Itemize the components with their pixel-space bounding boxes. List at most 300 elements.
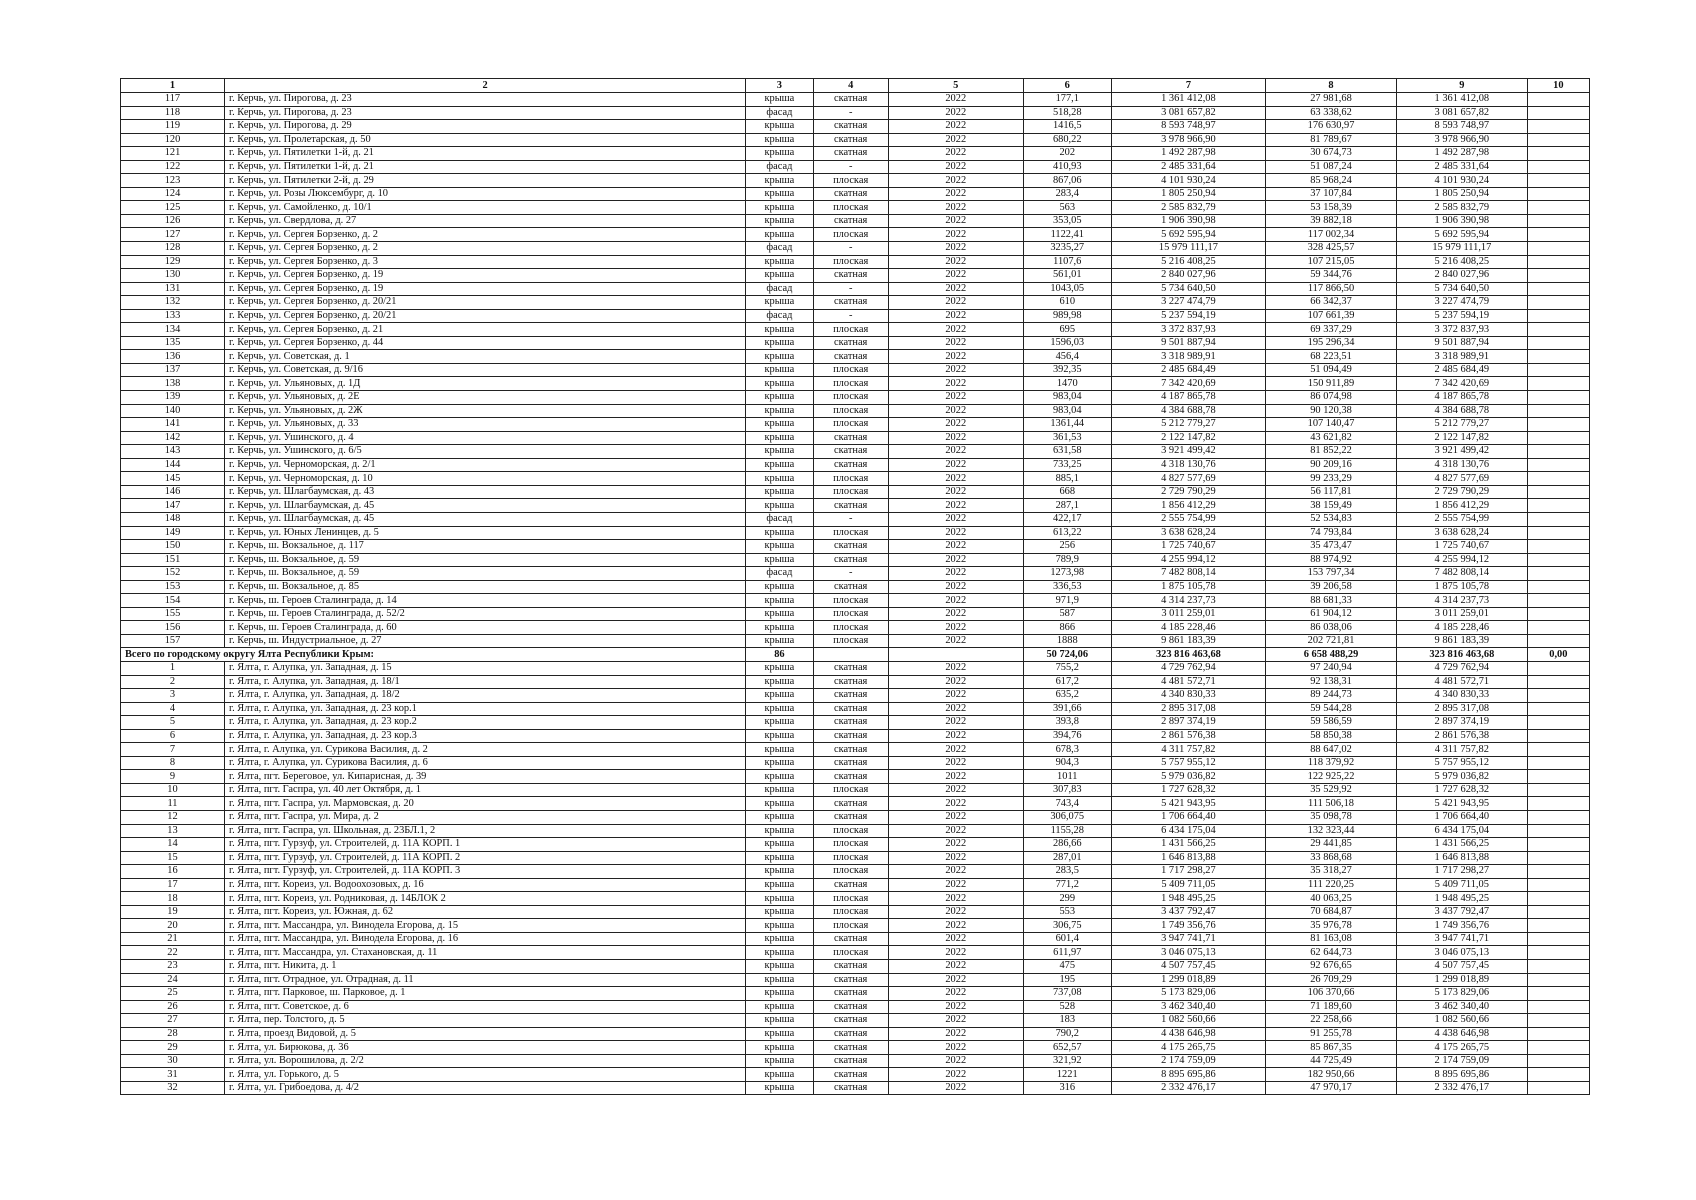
cost-col-10-cell	[1527, 418, 1589, 432]
cost-col-9-cell: 5 421 943,95	[1396, 797, 1527, 811]
row-number-cell: 151	[121, 553, 225, 567]
cost-col-10-cell	[1527, 282, 1589, 296]
area-cell: 456,4	[1023, 350, 1111, 364]
element-type-cell: крыша	[746, 377, 814, 391]
address-cell: г. Керчь, ул. Шлагбаумская, д. 45	[225, 512, 746, 526]
cost-col-9-cell: 1 805 250,94	[1396, 187, 1527, 201]
roof-type-cell: скатная	[813, 499, 888, 513]
roof-type-cell: скатная	[813, 1041, 888, 1055]
cost-col-10-cell	[1527, 919, 1589, 933]
area-cell: 989,98	[1023, 309, 1111, 323]
row-number-cell: 7	[121, 743, 225, 757]
cost-col-8-cell: 176 630,97	[1266, 120, 1397, 134]
element-type-cell: крыша	[746, 350, 814, 364]
address-cell: г. Керчь, ул. Пятилетки 1-й, д. 21	[225, 147, 746, 161]
row-number-cell: 11	[121, 797, 225, 811]
cost-col-8-cell: 81 852,22	[1266, 445, 1397, 459]
cost-col-8-cell: 30 674,73	[1266, 147, 1397, 161]
area-cell: 1155,28	[1023, 824, 1111, 838]
area-cell: 678,3	[1023, 743, 1111, 757]
area-cell: 316	[1023, 1081, 1111, 1095]
year-cell: 2022	[888, 242, 1023, 256]
roof-type-cell: скатная	[813, 770, 888, 784]
year-cell: 2022	[888, 363, 1023, 377]
area-cell: 1596,03	[1023, 336, 1111, 350]
subtotal-area: 50 724,06	[1023, 648, 1111, 662]
element-type-cell: крыша	[746, 621, 814, 635]
roof-type-cell: плоская	[813, 946, 888, 960]
subtotal-col-8: 6 658 488,29	[1266, 648, 1397, 662]
roof-type-cell: скатная	[813, 431, 888, 445]
table-row	[121, 201, 1590, 215]
element-type-cell: фасад	[746, 106, 814, 120]
cost-col-10-cell	[1527, 350, 1589, 364]
cost-col-9-cell: 1 948 495,25	[1396, 892, 1527, 906]
year-cell: 2022	[888, 106, 1023, 120]
element-type-cell: крыша	[746, 1000, 814, 1014]
cost-col-10-cell	[1527, 296, 1589, 310]
row-number-cell: 25	[121, 987, 225, 1001]
area-cell: 866	[1023, 621, 1111, 635]
cost-col-9-cell: 1 706 664,40	[1396, 810, 1527, 824]
total-cost-cell: 5 173 829,06	[1111, 987, 1265, 1001]
cost-col-9-cell: 5 757 955,12	[1396, 756, 1527, 770]
address-cell: г. Ялта, ул. Горького, д. 5	[225, 1068, 746, 1082]
cost-col-8-cell: 51 094,49	[1266, 363, 1397, 377]
element-type-cell: фасад	[746, 512, 814, 526]
year-cell: 2022	[888, 214, 1023, 228]
row-number-cell: 1	[121, 661, 225, 675]
address-cell: г. Ялта, г. Алупка, ул. Западная, д. 23 кор.1	[225, 702, 746, 716]
row-number-cell: 145	[121, 472, 225, 486]
element-type-cell: крыша	[746, 851, 814, 865]
year-cell: 2022	[888, 1068, 1023, 1082]
table-row	[121, 512, 1590, 526]
year-cell: 2022	[888, 431, 1023, 445]
cost-col-10-cell	[1527, 336, 1589, 350]
cost-col-8-cell: 69 337,29	[1266, 323, 1397, 337]
row-number-cell: 146	[121, 485, 225, 499]
total-cost-cell: 4 729 762,94	[1111, 661, 1265, 675]
cost-col-9-cell: 4 340 830,33	[1396, 689, 1527, 703]
year-cell: 2022	[888, 350, 1023, 364]
roof-type-cell: скатная	[813, 689, 888, 703]
cost-col-8-cell: 53 158,39	[1266, 201, 1397, 215]
table-row	[121, 93, 1590, 107]
table-row	[121, 1054, 1590, 1068]
total-cost-cell: 3 011 259,01	[1111, 607, 1265, 621]
table-row	[121, 499, 1590, 513]
cost-col-10-cell	[1527, 1014, 1589, 1028]
address-cell: г. Керчь, ул. Сергея Борзенко, д. 19	[225, 282, 746, 296]
table-row	[121, 824, 1590, 838]
year-cell: 2022	[888, 621, 1023, 635]
area-cell: 392,35	[1023, 363, 1111, 377]
cost-col-9-cell: 3 978 966,90	[1396, 133, 1527, 147]
table-row	[121, 458, 1590, 472]
cost-col-8-cell: 107 661,39	[1266, 309, 1397, 323]
roof-type-cell: плоская	[813, 363, 888, 377]
cost-col-8-cell: 90 120,38	[1266, 404, 1397, 418]
address-cell: г. Керчь, ул. Сергея Борзенко, д. 20/21	[225, 309, 746, 323]
year-cell: 2022	[888, 702, 1023, 716]
area-cell: 393,8	[1023, 716, 1111, 730]
roof-type-cell: скатная	[813, 987, 888, 1001]
cost-col-8-cell: 88 974,92	[1266, 553, 1397, 567]
roof-type-cell: скатная	[813, 445, 888, 459]
cost-col-10-cell	[1527, 377, 1589, 391]
row-number-cell: 140	[121, 404, 225, 418]
area-cell: 755,2	[1023, 661, 1111, 675]
cost-col-8-cell: 195 296,34	[1266, 336, 1397, 350]
address-cell: г. Керчь, ул. Сергея Борзенко, д. 20/21	[225, 296, 746, 310]
address-cell: г. Керчь, ул. Ушинского, д. 4	[225, 431, 746, 445]
cost-col-10-cell	[1527, 472, 1589, 486]
row-number-cell: 135	[121, 336, 225, 350]
address-cell: г. Ялта, пгт. Массандра, ул. Стахановская, д. 11	[225, 946, 746, 960]
cost-col-10-cell	[1527, 1054, 1589, 1068]
cost-col-8-cell: 38 159,49	[1266, 499, 1397, 513]
cost-col-9-cell: 2 122 147,82	[1396, 431, 1527, 445]
roof-type-cell: скатная	[813, 1054, 888, 1068]
cost-col-8-cell: 70 684,87	[1266, 905, 1397, 919]
cost-col-8-cell: 51 087,24	[1266, 160, 1397, 174]
address-cell: г. Ялта, ул. Грибоедова, д. 4/2	[225, 1081, 746, 1095]
area-cell: 195	[1023, 973, 1111, 987]
subtotal-count: 86	[746, 648, 814, 662]
cost-col-9-cell: 3 372 837,93	[1396, 323, 1527, 337]
address-cell: г. Ялта, пгт. Гурзуф, ул. Строителей, д. 11А КОРП. 1	[225, 838, 746, 852]
table-row	[121, 1014, 1590, 1028]
cost-col-10-cell	[1527, 160, 1589, 174]
element-type-cell: крыша	[746, 634, 814, 648]
address-cell: г. Ялта, пгт. Гаспра, ул. 40 лет Октября, д. 1	[225, 783, 746, 797]
row-number-cell: 125	[121, 201, 225, 215]
year-cell: 2022	[888, 878, 1023, 892]
roof-type-cell: -	[813, 160, 888, 174]
row-number-cell: 131	[121, 282, 225, 296]
address-cell: г. Керчь, ул. Самойленко, д. 10/1	[225, 201, 746, 215]
element-type-cell: крыша	[746, 892, 814, 906]
cost-col-8-cell: 61 904,12	[1266, 607, 1397, 621]
cost-col-9-cell: 7 342 420,69	[1396, 377, 1527, 391]
roof-type-cell: плоская	[813, 919, 888, 933]
year-cell: 2022	[888, 675, 1023, 689]
cost-col-9-cell: 2 840 027,96	[1396, 269, 1527, 283]
area-cell: 631,58	[1023, 445, 1111, 459]
cost-col-9-cell: 4 729 762,94	[1396, 661, 1527, 675]
total-cost-cell: 5 757 955,12	[1111, 756, 1265, 770]
roof-type-cell: скатная	[813, 296, 888, 310]
year-cell: 2022	[888, 147, 1023, 161]
area-cell: 737,08	[1023, 987, 1111, 1001]
total-cost-cell: 3 638 628,24	[1111, 526, 1265, 540]
element-type-cell: крыша	[746, 838, 814, 852]
element-type-cell: крыша	[746, 905, 814, 919]
year-cell: 2022	[888, 946, 1023, 960]
cost-col-9-cell: 2 585 832,79	[1396, 201, 1527, 215]
address-cell: г. Ялта, пгт. Парковое, ш. Парковое, д. 1	[225, 987, 746, 1001]
address-cell: г. Ялта, г. Алупка, ул. Западная, д. 15	[225, 661, 746, 675]
cost-col-8-cell: 97 240,94	[1266, 661, 1397, 675]
year-cell: 2022	[888, 160, 1023, 174]
roof-type-cell: плоская	[813, 838, 888, 852]
row-number-cell: 24	[121, 973, 225, 987]
address-cell: г. Керчь, ш. Вокзальное, д. 117	[225, 540, 746, 554]
table-row	[121, 594, 1590, 608]
row-number-cell: 127	[121, 228, 225, 242]
area-cell: 695	[1023, 323, 1111, 337]
total-cost-cell: 2 585 832,79	[1111, 201, 1265, 215]
row-number-cell: 31	[121, 1068, 225, 1082]
cost-col-10-cell	[1527, 932, 1589, 946]
row-number-cell: 130	[121, 269, 225, 283]
table-row	[121, 336, 1590, 350]
cost-col-10-cell	[1527, 770, 1589, 784]
roof-type-cell: скатная	[813, 458, 888, 472]
roof-type-cell: скатная	[813, 553, 888, 567]
element-type-cell: крыша	[746, 540, 814, 554]
cost-col-9-cell: 2 332 476,17	[1396, 1081, 1527, 1095]
cost-col-9-cell: 3 437 792,47	[1396, 905, 1527, 919]
cost-col-10-cell	[1527, 607, 1589, 621]
cost-col-8-cell: 111 506,18	[1266, 797, 1397, 811]
element-type-cell: крыша	[746, 932, 814, 946]
year-cell: 2022	[888, 1041, 1023, 1055]
address-cell: г. Керчь, ул. Розы Люксембург, д. 10	[225, 187, 746, 201]
cost-col-8-cell: 81 163,08	[1266, 932, 1397, 946]
row-number-cell: 138	[121, 377, 225, 391]
area-cell: 307,83	[1023, 783, 1111, 797]
year-cell: 2022	[888, 391, 1023, 405]
roof-type-cell: плоская	[813, 621, 888, 635]
row-number-cell: 18	[121, 892, 225, 906]
cost-col-10-cell	[1527, 621, 1589, 635]
roof-type-cell: скатная	[813, 756, 888, 770]
address-cell: г. Ялта, г. Алупка, ул. Сурикова Василия, д. 6	[225, 756, 746, 770]
area-cell: 1470	[1023, 377, 1111, 391]
total-cost-cell: 1 805 250,94	[1111, 187, 1265, 201]
roof-type-cell: -	[813, 512, 888, 526]
address-cell: г. Ялта, г. Алупка, ул. Западная, д. 18/1	[225, 675, 746, 689]
cost-col-8-cell: 35 098,78	[1266, 810, 1397, 824]
year-cell: 2022	[888, 404, 1023, 418]
table-row	[121, 350, 1590, 364]
row-number-cell: 21	[121, 932, 225, 946]
element-type-cell: крыша	[746, 214, 814, 228]
element-type-cell: фасад	[746, 309, 814, 323]
row-number-cell: 12	[121, 810, 225, 824]
element-type-cell: крыша	[746, 93, 814, 107]
roof-type-cell: плоская	[813, 391, 888, 405]
element-type-cell: фасад	[746, 567, 814, 581]
element-type-cell: крыша	[746, 458, 814, 472]
total-cost-cell: 4 384 688,78	[1111, 404, 1265, 418]
cost-col-10-cell	[1527, 445, 1589, 459]
table-row	[121, 309, 1590, 323]
cost-col-9-cell: 1 299 018,89	[1396, 973, 1527, 987]
roof-type-cell: скатная	[813, 661, 888, 675]
address-cell: г. Ялта, пгт. Никита, д. 1	[225, 960, 746, 974]
cost-col-8-cell: 81 789,67	[1266, 133, 1397, 147]
table-row	[121, 729, 1590, 743]
address-cell: г. Керчь, ул. Шлагбаумская, д. 45	[225, 499, 746, 513]
year-cell: 2022	[888, 567, 1023, 581]
cost-col-8-cell: 29 441,85	[1266, 838, 1397, 852]
cost-col-10-cell	[1527, 810, 1589, 824]
roof-type-cell: плоская	[813, 323, 888, 337]
address-cell: г. Керчь, ул. Ульяновых, д. 33	[225, 418, 746, 432]
table-row	[121, 255, 1590, 269]
cost-col-10-cell	[1527, 485, 1589, 499]
cost-col-8-cell: 52 534,83	[1266, 512, 1397, 526]
row-number-cell: 26	[121, 1000, 225, 1014]
cost-col-8-cell: 35 976,78	[1266, 919, 1397, 933]
address-cell: г. Керчь, ул. Советская, д. 9/16	[225, 363, 746, 377]
year-cell: 2022	[888, 851, 1023, 865]
total-cost-cell: 3 046 075,13	[1111, 946, 1265, 960]
row-number-cell: 19	[121, 905, 225, 919]
total-cost-cell: 15 979 111,17	[1111, 242, 1265, 256]
address-cell: г. Керчь, ул. Ульяновых, д. 1Д	[225, 377, 746, 391]
row-number-cell: 5	[121, 716, 225, 730]
address-cell: г. Ялта, проезд Видовой, д. 5	[225, 1027, 746, 1041]
address-cell: г. Керчь, ул. Сергея Борзенко, д. 21	[225, 323, 746, 337]
address-cell: г. Керчь, ш. Вокзальное, д. 85	[225, 580, 746, 594]
row-number-cell: 144	[121, 458, 225, 472]
area-cell: 983,04	[1023, 391, 1111, 405]
address-cell: г. Ялта, ул. Бирюкова, д. 36	[225, 1041, 746, 1055]
element-type-cell: крыша	[746, 1068, 814, 1082]
roof-type-cell: скатная	[813, 540, 888, 554]
table-row	[121, 323, 1590, 337]
year-cell: 2022	[888, 661, 1023, 675]
area-cell: 475	[1023, 960, 1111, 974]
cost-col-8-cell: 74 793,84	[1266, 526, 1397, 540]
cost-col-9-cell: 9 501 887,94	[1396, 336, 1527, 350]
column-number: 5	[888, 79, 1023, 93]
element-type-cell: крыша	[746, 296, 814, 310]
area-cell: 553	[1023, 905, 1111, 919]
total-cost-cell: 7 482 808,14	[1111, 567, 1265, 581]
roof-type-cell: скатная	[813, 336, 888, 350]
row-number-cell: 155	[121, 607, 225, 621]
total-cost-cell: 1 706 664,40	[1111, 810, 1265, 824]
total-cost-cell: 3 081 657,82	[1111, 106, 1265, 120]
cost-col-8-cell: 85 867,35	[1266, 1041, 1397, 1055]
roof-type-cell: скатная	[813, 932, 888, 946]
subtotal-row	[121, 648, 1590, 662]
roof-type-cell: плоская	[813, 594, 888, 608]
row-number-cell: 16	[121, 865, 225, 879]
cost-col-10-cell	[1527, 242, 1589, 256]
row-number-cell: 132	[121, 296, 225, 310]
address-cell: г. Керчь, ул. Черноморская, д. 2/1	[225, 458, 746, 472]
total-cost-cell: 4 827 577,69	[1111, 472, 1265, 486]
roof-type-cell: скатная	[813, 147, 888, 161]
area-cell: 1221	[1023, 1068, 1111, 1082]
table-row	[121, 865, 1590, 879]
row-number-cell: 3	[121, 689, 225, 703]
address-cell: г. Керчь, ул. Сергея Борзенко, д. 2	[225, 242, 746, 256]
cost-col-8-cell: 59 544,28	[1266, 702, 1397, 716]
roof-type-cell: плоская	[813, 905, 888, 919]
total-cost-cell: 4 318 130,76	[1111, 458, 1265, 472]
year-cell: 2022	[888, 418, 1023, 432]
cost-col-8-cell: 132 323,44	[1266, 824, 1397, 838]
cost-col-10-cell	[1527, 431, 1589, 445]
table-row	[121, 1068, 1590, 1082]
subtotal-col-9: 323 816 463,68	[1396, 648, 1527, 662]
table-row	[121, 689, 1590, 703]
element-type-cell: крыша	[746, 431, 814, 445]
element-type-cell: крыша	[746, 499, 814, 513]
total-cost-cell: 2 555 754,99	[1111, 512, 1265, 526]
column-number: 10	[1527, 79, 1589, 93]
cost-col-9-cell: 8 895 695,86	[1396, 1068, 1527, 1082]
address-cell: г. Керчь, ш. Вокзальное, д. 59	[225, 553, 746, 567]
row-number-cell: 128	[121, 242, 225, 256]
table-row	[121, 553, 1590, 567]
address-cell: г. Ялта, ул. Ворошилова, д. 2/2	[225, 1054, 746, 1068]
cost-col-9-cell: 1 082 560,66	[1396, 1014, 1527, 1028]
total-cost-cell: 3 318 989,91	[1111, 350, 1265, 364]
cost-col-9-cell: 4 827 577,69	[1396, 472, 1527, 486]
address-cell: г. Ялта, г. Алупка, ул. Сурикова Василия, д. 2	[225, 743, 746, 757]
cost-col-9-cell: 5 212 779,27	[1396, 418, 1527, 432]
total-cost-cell: 3 227 474,79	[1111, 296, 1265, 310]
table-row	[121, 987, 1590, 1001]
total-cost-cell: 1 948 495,25	[1111, 892, 1265, 906]
cost-col-10-cell	[1527, 797, 1589, 811]
cost-col-10-cell	[1527, 133, 1589, 147]
cost-col-9-cell: 1 749 356,76	[1396, 919, 1527, 933]
roof-type-cell: -	[813, 567, 888, 581]
cost-col-10-cell	[1527, 716, 1589, 730]
cost-col-10-cell	[1527, 689, 1589, 703]
year-cell: 2022	[888, 187, 1023, 201]
total-cost-cell: 1 717 298,27	[1111, 865, 1265, 879]
table-row	[121, 716, 1590, 730]
cost-col-10-cell	[1527, 540, 1589, 554]
address-cell: г. Ялта, пгт. Гурзуф, ул. Строителей, д. 11А КОРП. 3	[225, 865, 746, 879]
year-cell: 2022	[888, 458, 1023, 472]
table-row	[121, 418, 1590, 432]
table-row	[121, 1027, 1590, 1041]
roof-type-cell: плоская	[813, 892, 888, 906]
cost-col-9-cell: 2 895 317,08	[1396, 702, 1527, 716]
cost-col-8-cell: 66 342,37	[1266, 296, 1397, 310]
area-cell: 680,22	[1023, 133, 1111, 147]
cost-col-10-cell	[1527, 526, 1589, 540]
roof-type-cell: плоская	[813, 607, 888, 621]
element-type-cell: крыша	[746, 1054, 814, 1068]
row-number-cell: 4	[121, 702, 225, 716]
table-row	[121, 445, 1590, 459]
element-type-cell: крыша	[746, 756, 814, 770]
cost-col-10-cell	[1527, 214, 1589, 228]
year-cell: 2022	[888, 932, 1023, 946]
cost-col-8-cell: 91 255,78	[1266, 1027, 1397, 1041]
cost-col-9-cell: 3 046 075,13	[1396, 946, 1527, 960]
table-row	[121, 187, 1590, 201]
row-number-cell: 153	[121, 580, 225, 594]
total-cost-cell: 5 212 779,27	[1111, 418, 1265, 432]
total-cost-cell: 5 979 036,82	[1111, 770, 1265, 784]
area-cell: 587	[1023, 607, 1111, 621]
element-type-cell: фасад	[746, 160, 814, 174]
cost-col-10-cell	[1527, 878, 1589, 892]
